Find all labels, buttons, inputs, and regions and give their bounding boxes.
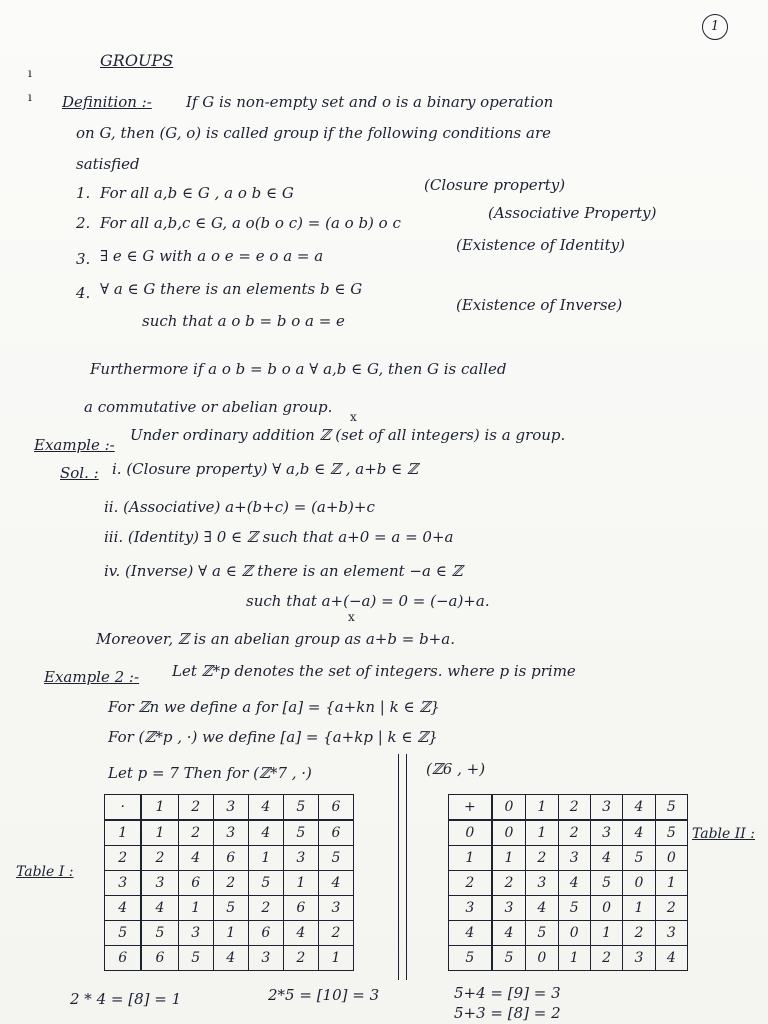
example2-line: Let p = 7 Then for (ℤ*7 , ·) [108, 764, 312, 782]
table-cell: 1 [248, 846, 283, 871]
table-cell: 3 [105, 871, 142, 896]
table-cell: 6 [248, 921, 283, 946]
table-cell: 4 [558, 871, 590, 896]
example1-text: Under ordinary addition ℤ (set of all integers) is a group. [130, 426, 566, 444]
table-cell: 2 [178, 820, 213, 846]
definition-line: on G, then (G, o) is called group if the following conditions are [76, 124, 551, 142]
example2-line: For ℤn we define a for [a] = {a+kn | k ∈ ℤ} [108, 698, 440, 716]
table-cell: 6 [178, 871, 213, 896]
example2-line: For (ℤ*p , ·) we define [a] = {a+kp | k ∈ ℤ} [108, 728, 438, 746]
table-cell: 0 [655, 846, 687, 871]
table-cell: 1 [213, 921, 248, 946]
definition-label: Definition :- [62, 93, 152, 111]
table-cell: 2 [105, 846, 142, 871]
table-cell: 1 [318, 946, 353, 971]
table-header-cell: 5 [655, 795, 687, 821]
margin-mark: ı [28, 66, 32, 80]
table-header-cell: 4 [248, 795, 283, 821]
table-header-cell: 0 [492, 795, 526, 821]
condition-statement: ∀ a ∈ G there is an elements b ∈ G [100, 280, 363, 298]
note: 2*5 = [10] = 3 [268, 986, 380, 1004]
table2 [448, 794, 688, 971]
condition-number: 4. [76, 284, 91, 302]
table-cell: 2 [283, 946, 318, 971]
table-cell: 1 [105, 820, 142, 846]
table-cell: 3 [248, 946, 283, 971]
table-cell: 2 [449, 871, 492, 896]
table-cell: 6 [213, 846, 248, 871]
table-row [105, 871, 354, 896]
table-cell: 3 [623, 946, 655, 971]
table2-label: Table II : [692, 826, 755, 842]
margin-mark: ı [28, 90, 32, 104]
table-cell: 5 [283, 820, 318, 846]
table-cell: 0 [526, 946, 558, 971]
table-cell: 3 [558, 846, 590, 871]
table-header-cell: 4 [623, 795, 655, 821]
table-row [449, 896, 688, 921]
table-header-cell: 1 [141, 795, 178, 821]
table-cell: 0 [492, 820, 526, 846]
table-row [105, 820, 354, 846]
table-row [449, 871, 688, 896]
table-cell: 4 [526, 896, 558, 921]
table-row [449, 846, 688, 871]
table-cell: 3 [590, 820, 622, 846]
table-cell: 4 [623, 820, 655, 846]
table-header-cell: · [105, 795, 142, 821]
example2-label: Example 2 :- [44, 668, 140, 686]
definition-line: If G is non-empty set and o is a binary operation [186, 93, 554, 111]
table-cell: 1 [449, 846, 492, 871]
table-cell: 4 [590, 846, 622, 871]
moreover-line: Moreover, ℤ is an abelian group as a+b = b+a. [96, 630, 455, 648]
condition-number: 2. [76, 214, 91, 232]
table-row [449, 820, 688, 846]
table-cell: 4 [178, 846, 213, 871]
table-cell: 2 [318, 921, 353, 946]
solution-label: Sol. : [60, 464, 99, 482]
table-header-cell: 3 [213, 795, 248, 821]
solution-step: iv. (Inverse) ∀ a ∈ ℤ there is an element −a ∈ ℤ [104, 562, 463, 580]
table-cell: 3 [492, 896, 526, 921]
table-header-row [449, 795, 688, 821]
table-header-cell: 5 [283, 795, 318, 821]
table-header-cell: 1 [526, 795, 558, 821]
definition-line: satisfied [76, 155, 140, 173]
furthermore-line: a commutative or abelian group. [84, 398, 333, 416]
table-cell: 4 [655, 946, 687, 971]
table-cell: 1 [283, 871, 318, 896]
table-cell: 1 [141, 820, 178, 846]
table-cell: 5 [141, 921, 178, 946]
table-cell: 0 [558, 921, 590, 946]
solution-step: ii. (Associative) a+(b+c) = (a+b)+c [104, 498, 375, 516]
table-cell: 5 [590, 871, 622, 896]
table-row [105, 921, 354, 946]
table-row [105, 846, 354, 871]
table-cell: 1 [178, 896, 213, 921]
table-cell: 0 [623, 871, 655, 896]
table-row [105, 896, 354, 921]
note: 5+4 = [9] = 3 [454, 984, 561, 1002]
table-cell: 1 [558, 946, 590, 971]
table-cell: 3 [655, 921, 687, 946]
condition-name: (Closure property) [424, 176, 566, 194]
solution-step: i. (Closure property) ∀ a,b ∈ ℤ , a+b ∈ ℤ [112, 460, 418, 478]
table-cell: 2 [248, 896, 283, 921]
condition-name: (Existence of Inverse) [456, 296, 623, 314]
section-separator: x [350, 410, 357, 424]
table-cell: 3 [213, 820, 248, 846]
table-header-cell: 2 [558, 795, 590, 821]
table-header-cell: 2 [178, 795, 213, 821]
table-cell: 5 [178, 946, 213, 971]
condition-name: (Associative Property) [488, 204, 657, 222]
table-cell: 3 [449, 896, 492, 921]
table-cell: 3 [318, 896, 353, 921]
solution-step-continued: such that a+(−a) = 0 = (−a)+a. [246, 592, 490, 610]
table-cell: 1 [590, 921, 622, 946]
table-cell: 5 [248, 871, 283, 896]
divider-line [398, 754, 399, 980]
solution-step: iii. (Identity) ∃ 0 ∈ ℤ such that a+0 = a = 0+a [104, 528, 454, 546]
example1-label: Example :- [34, 436, 115, 454]
table-cell: 5 [623, 846, 655, 871]
table-cell: 4 [213, 946, 248, 971]
note: 5+3 = [8] = 2 [454, 1004, 561, 1022]
table-cell: 3 [141, 871, 178, 896]
table-header-row [105, 795, 354, 821]
table-cell: 0 [449, 820, 492, 846]
condition-number: 3. [76, 250, 91, 268]
table-cell: 6 [283, 896, 318, 921]
table-cell: 2 [213, 871, 248, 896]
table-cell: 1 [623, 896, 655, 921]
table-cell: 5 [449, 946, 492, 971]
table-cell: 1 [526, 820, 558, 846]
table-cell: 4 [449, 921, 492, 946]
table-cell: 4 [248, 820, 283, 846]
table-row [105, 946, 354, 971]
condition-statement-continued: such that a o b = b o a = e [142, 312, 345, 330]
table-cell: 4 [283, 921, 318, 946]
condition-number: 1. [76, 184, 91, 202]
note: 2 * 4 = [8] = 1 [70, 990, 182, 1008]
table-row [449, 946, 688, 971]
table-cell: 2 [526, 846, 558, 871]
table-cell: 1 [655, 871, 687, 896]
table-cell: 4 [492, 921, 526, 946]
table-cell: 6 [141, 946, 178, 971]
table-cell: 5 [526, 921, 558, 946]
example2-line: (ℤ6 , +) [426, 760, 486, 778]
table-cell: 3 [178, 921, 213, 946]
table-cell: 2 [141, 846, 178, 871]
table-cell: 4 [318, 871, 353, 896]
table-cell: 6 [105, 946, 142, 971]
table-cell: 2 [655, 896, 687, 921]
table-cell: 2 [590, 946, 622, 971]
table1-label: Table I : [16, 864, 74, 880]
table-cell: 2 [492, 871, 526, 896]
section-separator: x [348, 610, 355, 624]
table-cell: 3 [526, 871, 558, 896]
table-row [449, 921, 688, 946]
table1 [104, 794, 354, 971]
table-header-cell: 3 [590, 795, 622, 821]
table-header-cell: 6 [318, 795, 353, 821]
table-cell: 3 [283, 846, 318, 871]
table-cell: 5 [318, 846, 353, 871]
example2-line: Let ℤ*p denotes the set of integers. where p is prime [172, 662, 576, 680]
furthermore-line: Furthermore if a o b = b o a ∀ a,b ∈ G, then G is called [90, 360, 507, 378]
table-cell: 5 [558, 896, 590, 921]
table-header-cell: + [449, 795, 492, 821]
table-cell: 6 [318, 820, 353, 846]
table-cell: 0 [590, 896, 622, 921]
condition-name: (Existence of Identity) [456, 236, 625, 254]
condition-statement: For all a,b,c ∈ G, a o(b o c) = (a o b) o c [100, 214, 401, 232]
table-cell: 1 [492, 846, 526, 871]
condition-statement: ∃ e ∈ G with a o e = e o a = a [100, 247, 324, 265]
table-cell: 4 [141, 896, 178, 921]
page-number: 1 [702, 14, 728, 40]
heading: GROUPS [100, 51, 174, 70]
condition-statement: For all a,b ∈ G , a o b ∈ G [100, 184, 294, 202]
table-cell: 5 [655, 820, 687, 846]
table-cell: 5 [492, 946, 526, 971]
table-cell: 5 [213, 896, 248, 921]
table-cell: 4 [105, 896, 142, 921]
table-cell: 2 [558, 820, 590, 846]
divider-line [406, 754, 407, 980]
table-cell: 5 [105, 921, 142, 946]
table-cell: 2 [623, 921, 655, 946]
